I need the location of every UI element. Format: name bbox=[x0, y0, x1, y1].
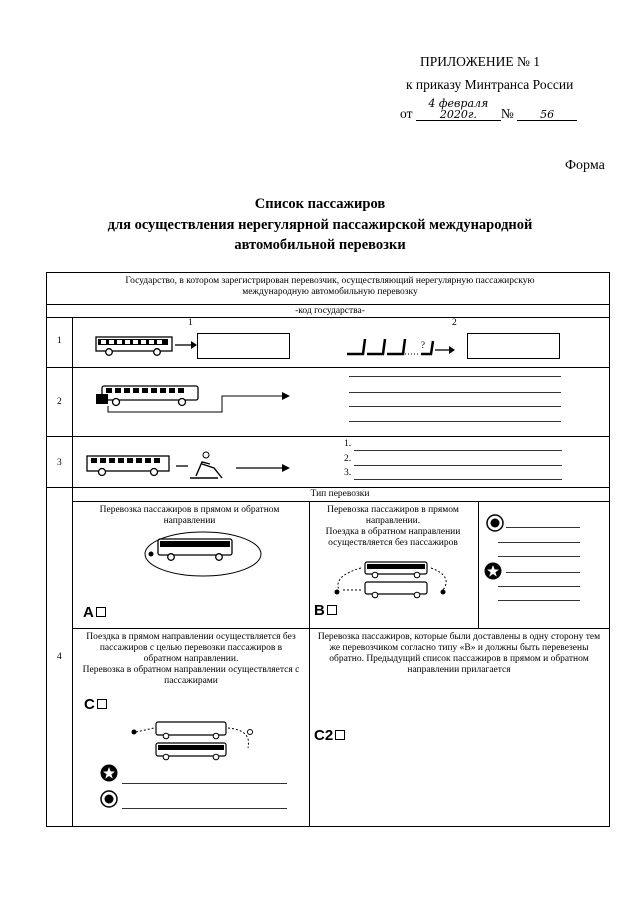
transport-type-label: Тип перевозки bbox=[310, 489, 370, 499]
departure-point-icon bbox=[100, 790, 118, 808]
bus-icon bbox=[95, 334, 180, 358]
round-trip-bus-icon bbox=[143, 530, 263, 578]
order-number: 56 bbox=[517, 109, 577, 121]
column-1-header: 1 bbox=[188, 318, 193, 328]
title-line-1: Список пассажиров bbox=[254, 196, 386, 212]
type-a-checkbox[interactable] bbox=[96, 607, 106, 617]
destination-star-icon bbox=[484, 562, 502, 580]
state-description: Государство, в котором зарегистрирован перевозчик, осуществляющий нерегулярную пассажирскую международную автомобильную перевозку bbox=[125, 276, 535, 297]
title-line-2: для осуществления нерегулярной пассажирской международной bbox=[107, 217, 533, 233]
seats-icon bbox=[345, 334, 465, 358]
one-way-bus-icon bbox=[325, 558, 460, 603]
type-a-option[interactable]: A bbox=[83, 604, 106, 621]
country-code-box-2[interactable] bbox=[467, 333, 560, 359]
type-b-checkbox[interactable] bbox=[327, 605, 337, 615]
row-number-3: 3 bbox=[57, 458, 62, 468]
country-code-label: -код государства- bbox=[295, 306, 365, 316]
form-label: Форма bbox=[565, 158, 605, 173]
type-c-description: Поездка в прямом направлении осуществляется без пассажиров с целью перевозки пассажиров в обратном направлении. Перевозка в обратном направлении осуществляется с пассажирами bbox=[82, 632, 300, 686]
type-b-description: Перевозка пассажиров в прямом направлении. Поездка в обратном направлении осуществляется без пассажиров bbox=[325, 505, 461, 548]
row-number-2: 2 bbox=[57, 397, 62, 407]
departure-point-icon bbox=[486, 514, 504, 532]
order-number-label: № bbox=[500, 106, 514, 121]
date-prefix: от bbox=[400, 106, 413, 121]
bus-border-icon bbox=[96, 382, 296, 414]
order-date-line bbox=[400, 98, 577, 121]
destination-star-icon bbox=[100, 764, 118, 782]
list-number-2: 2. bbox=[344, 454, 352, 464]
type-c2-checkbox[interactable] bbox=[335, 730, 345, 740]
appendix-number: ПРИЛОЖЕНИЕ № 1 bbox=[420, 54, 541, 69]
svg-text:?: ? bbox=[421, 340, 425, 350]
column-2-header: 2 bbox=[452, 318, 457, 328]
title-line-3: автомобильной перевозки bbox=[234, 237, 406, 253]
type-c2-description: Перевозка пассажиров, которые были доставлены в одну сторону тем же перевозчиком согласно типу «B» и должны быть перевезены обратно. Предыдущий список пассажиров в прямом и обратном направлении прилагается bbox=[317, 632, 601, 675]
type-c-checkbox[interactable] bbox=[97, 699, 107, 709]
type-c2-option[interactable]: C2 bbox=[314, 727, 345, 744]
bus-driver-icon bbox=[86, 452, 296, 482]
order-date: 4 февраля 2020г. bbox=[416, 98, 501, 121]
type-c-option[interactable]: C bbox=[84, 696, 107, 713]
row-number-1: 1 bbox=[57, 336, 62, 346]
country-code-box-1[interactable] bbox=[197, 333, 290, 359]
type-b-option[interactable]: B bbox=[314, 602, 337, 619]
order-reference: к приказу Минтранса России bbox=[406, 77, 574, 92]
type-a-description: Перевозка пассажиров в прямом и обратном направлении bbox=[99, 505, 280, 526]
list-number-3: 3. bbox=[344, 468, 352, 478]
arrow-right-icon bbox=[175, 340, 197, 350]
row-number-4: 4 bbox=[57, 652, 62, 662]
list-number-1: 1. bbox=[344, 439, 352, 449]
empty-then-loaded-bus-icon bbox=[128, 718, 263, 764]
